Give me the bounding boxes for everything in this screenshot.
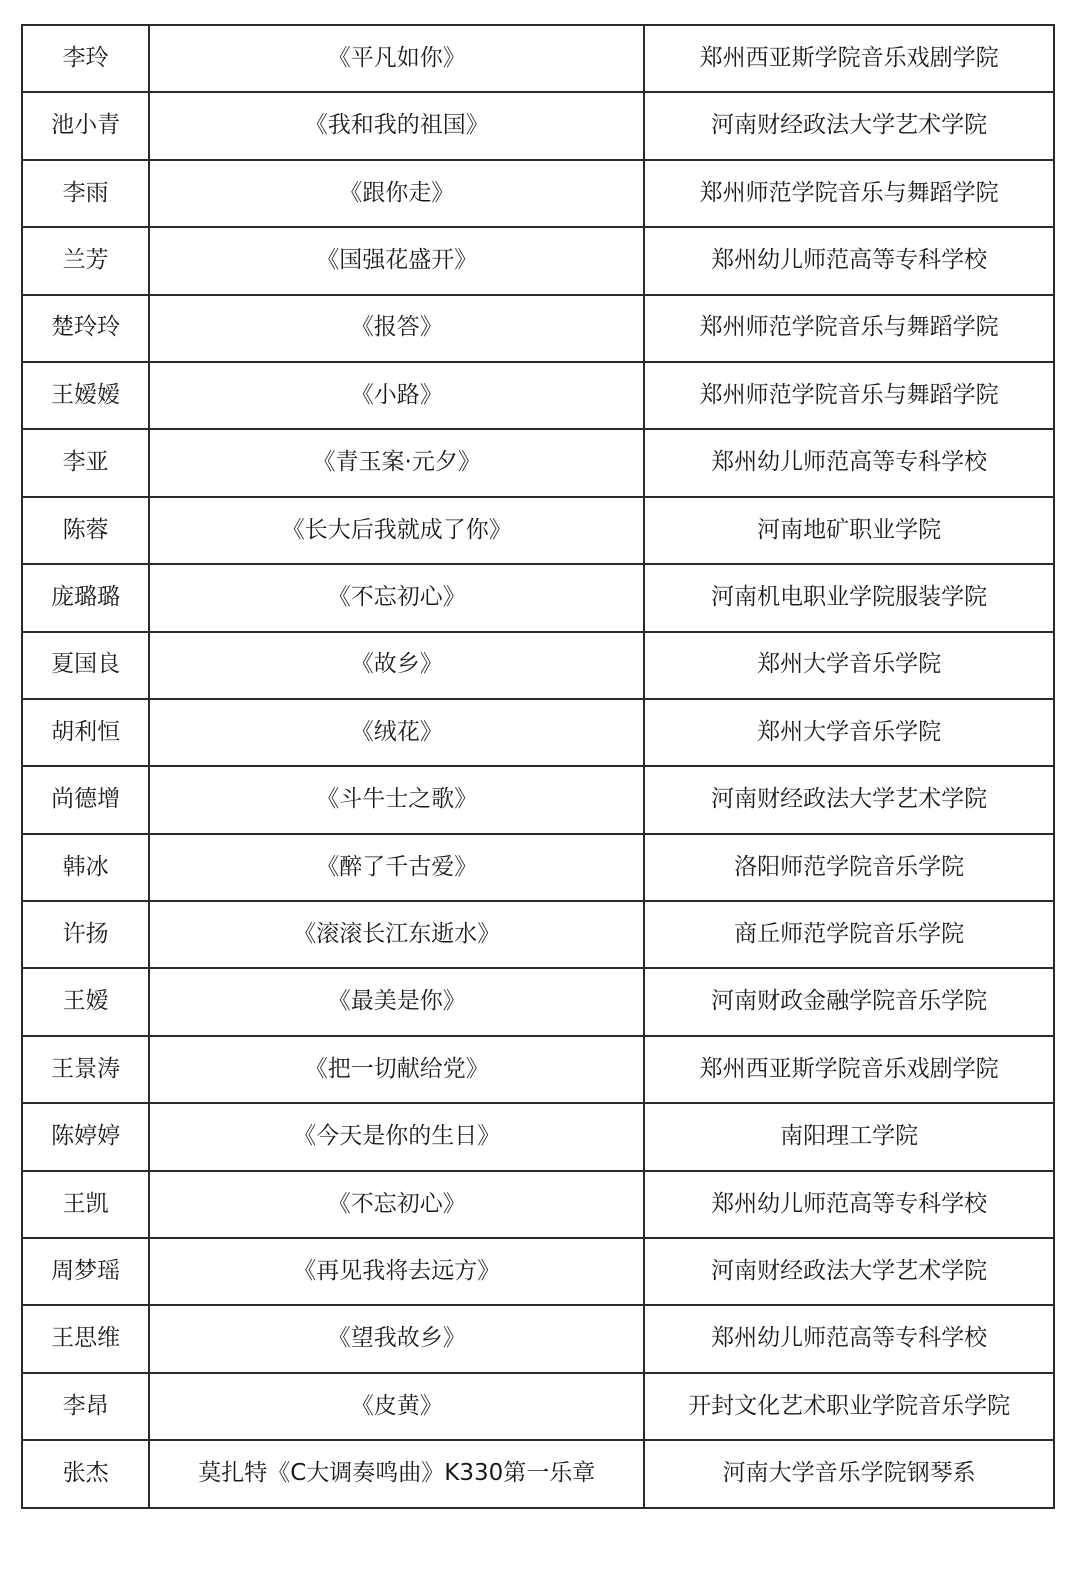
school-cell: 郑州师范学院音乐与舞蹈学院 (644, 295, 1054, 362)
table-row (22, 429, 1054, 496)
performer-name-cell: 韩冰 (22, 834, 149, 901)
school-cell: 郑州大学音乐学院 (644, 632, 1054, 699)
school-cell: 南阳理工学院 (644, 1103, 1054, 1170)
song-title-cell: 《故乡》 (149, 632, 644, 699)
song-title-cell: 《平凡如你》 (149, 25, 644, 92)
song-title-cell: 《最美是你》 (149, 968, 644, 1035)
table-row (22, 92, 1054, 159)
performer-name-cell: 陈蓉 (22, 497, 149, 564)
performer-name-cell: 李雨 (22, 160, 149, 227)
school-cell: 郑州师范学院音乐与舞蹈学院 (644, 160, 1054, 227)
table-row (22, 1305, 1054, 1372)
performer-name-cell: 胡利恒 (22, 699, 149, 766)
song-title-cell: 《报答》 (149, 295, 644, 362)
song-title-cell: 《不忘初心》 (149, 564, 644, 631)
performer-name-cell: 王景涛 (22, 1036, 149, 1103)
school-cell: 河南大学音乐学院钢琴系 (644, 1440, 1054, 1507)
school-cell: 河南地矿职业学院 (644, 497, 1054, 564)
table-row (22, 901, 1054, 968)
performer-name-cell: 周梦瑶 (22, 1238, 149, 1305)
school-cell: 河南财经政法大学艺术学院 (644, 766, 1054, 833)
table-row (22, 1171, 1054, 1238)
song-title-cell: 《斗牛士之歌》 (149, 766, 644, 833)
table-row (22, 497, 1054, 564)
table-row (22, 1440, 1054, 1507)
song-title-cell: 《青玉案·元夕》 (149, 429, 644, 496)
song-title-cell: 《再见我将去远方》 (149, 1238, 644, 1305)
school-cell: 河南财经政法大学艺术学院 (644, 92, 1054, 159)
school-cell: 河南财经政法大学艺术学院 (644, 1238, 1054, 1305)
school-cell: 商丘师范学院音乐学院 (644, 901, 1054, 968)
school-cell: 郑州大学音乐学院 (644, 699, 1054, 766)
performer-name-cell: 李亚 (22, 429, 149, 496)
song-title-cell: 《滚滚长江东逝水》 (149, 901, 644, 968)
performer-name-cell: 李玲 (22, 25, 149, 92)
school-cell: 郑州幼儿师范高等专科学校 (644, 1305, 1054, 1372)
performer-name-cell: 池小青 (22, 92, 149, 159)
performer-name-cell: 王嫒嫒 (22, 362, 149, 429)
table-row (22, 1373, 1054, 1440)
table-body (22, 25, 1054, 1508)
song-title-cell: 莫扎特《C大调奏鸣曲》K330第一乐章 (149, 1440, 644, 1507)
performer-name-cell: 夏国良 (22, 632, 149, 699)
song-title-cell: 《不忘初心》 (149, 1171, 644, 1238)
table-row (22, 160, 1054, 227)
song-title-cell: 《长大后我就成了你》 (149, 497, 644, 564)
performer-name-cell: 王嫒 (22, 968, 149, 1035)
song-title-cell: 《醉了千古爱》 (149, 834, 644, 901)
song-title-cell: 《国强花盛开》 (149, 227, 644, 294)
performer-name-cell: 庞璐璐 (22, 564, 149, 631)
school-cell: 河南机电职业学院服装学院 (644, 564, 1054, 631)
table-row (22, 766, 1054, 833)
performer-name-cell: 兰芳 (22, 227, 149, 294)
performer-name-cell: 李昂 (22, 1373, 149, 1440)
school-cell: 郑州幼儿师范高等专科学校 (644, 227, 1054, 294)
performer-name-cell: 许扬 (22, 901, 149, 968)
table-row (22, 25, 1054, 92)
table-row (22, 632, 1054, 699)
table-row (22, 1036, 1054, 1103)
performer-table (21, 24, 1055, 1509)
table-row (22, 295, 1054, 362)
school-cell: 郑州幼儿师范高等专科学校 (644, 429, 1054, 496)
table-row (22, 362, 1054, 429)
school-cell: 郑州西亚斯学院音乐戏剧学院 (644, 1036, 1054, 1103)
song-title-cell: 《绒花》 (149, 699, 644, 766)
performer-name-cell: 王凯 (22, 1171, 149, 1238)
table-row (22, 1238, 1054, 1305)
song-title-cell: 《我和我的祖国》 (149, 92, 644, 159)
song-title-cell: 《今天是你的生日》 (149, 1103, 644, 1170)
song-title-cell: 《小路》 (149, 362, 644, 429)
table-row (22, 564, 1054, 631)
table-row (22, 1103, 1054, 1170)
school-cell: 河南财政金融学院音乐学院 (644, 968, 1054, 1035)
school-cell: 郑州师范学院音乐与舞蹈学院 (644, 362, 1054, 429)
song-title-cell: 《把一切献给党》 (149, 1036, 644, 1103)
school-cell: 郑州西亚斯学院音乐戏剧学院 (644, 25, 1054, 92)
song-title-cell: 《皮黄》 (149, 1373, 644, 1440)
school-cell: 开封文化艺术职业学院音乐学院 (644, 1373, 1054, 1440)
performer-name-cell: 尚德增 (22, 766, 149, 833)
table-row (22, 834, 1054, 901)
performer-name-cell: 张杰 (22, 1440, 149, 1507)
school-cell: 郑州幼儿师范高等专科学校 (644, 1171, 1054, 1238)
table-row (22, 968, 1054, 1035)
school-cell: 洛阳师范学院音乐学院 (644, 834, 1054, 901)
performer-name-cell: 王思维 (22, 1305, 149, 1372)
table-row (22, 699, 1054, 766)
song-title-cell: 《望我故乡》 (149, 1305, 644, 1372)
performer-name-cell: 楚玲玲 (22, 295, 149, 362)
performer-name-cell: 陈婷婷 (22, 1103, 149, 1170)
table-row (22, 227, 1054, 294)
song-title-cell: 《跟你走》 (149, 160, 644, 227)
